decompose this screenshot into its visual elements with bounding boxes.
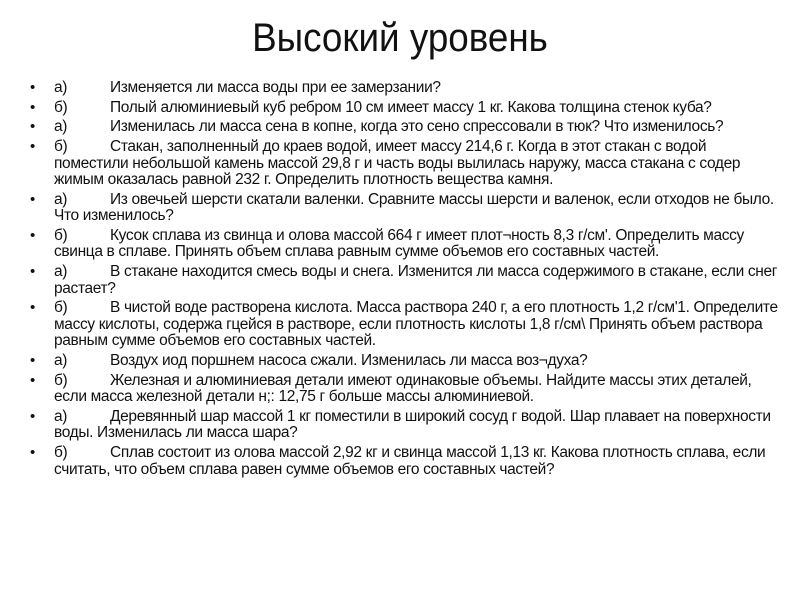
- list-item: [30, 228, 780, 261]
- item-tag: а): [54, 263, 68, 281]
- bullet-icon: •: [30, 352, 35, 369]
- list-item: [30, 139, 780, 189]
- item-tag: б): [54, 299, 68, 317]
- item-tag: а): [54, 118, 68, 136]
- task-list: [30, 80, 780, 481]
- list-item: [30, 192, 780, 225]
- item-tag: а): [54, 407, 68, 425]
- item-text: В чистой воде растворена кислота. Масса раствора 240 г, а его плотность 1,2 г/см'1. Определите массу кислоты, содержа гцейся в растворе, если плотность кислоты 1,8 г/см\ Принять объем раствора равным сумме объемов его составных частей.: [54, 299, 778, 350]
- bullet-icon: •: [30, 118, 35, 136]
- item-text: Воздух иод поршнем насоса сжали. Изменилась ли масса воз¬духа?: [110, 352, 588, 369]
- item-text: Кусок сплава из свинца и олова массой 664 г имеет плот¬ность 8,3 г/см'. Определить массу свинца в сплаве. Принять объем сплава равным сумме объемов его составных частей.: [54, 226, 744, 261]
- bullet-icon: •: [30, 138, 35, 156]
- bullet-icon: •: [30, 98, 35, 116]
- bullet-icon: •: [30, 371, 35, 389]
- item-text: В стакане находится смесь воды и снега. Изменится ли масса содержимого в стакане, если снег растает?: [54, 263, 778, 297]
- item-tag: а): [54, 352, 68, 369]
- list-item: [30, 100, 780, 117]
- item-tag: а): [54, 190, 68, 208]
- bullet-icon: •: [30, 79, 35, 96]
- item-tag: б): [54, 138, 68, 156]
- list-item: [30, 445, 780, 478]
- list-item: [30, 373, 780, 406]
- list-item: [30, 300, 780, 350]
- item-text: Железная и алюминиевая детали имеют одинаковые объемы. Найдите массы этих деталей, если масса железной детали н;: 12,75 г больше массы алюминиевой.: [54, 371, 752, 406]
- item-text: Из овечьей шерсти скатали валенки. Сравните массы шерсти и валенок, если отходов не было. Что изменилось?: [54, 190, 774, 225]
- item-text: Изменилась ли масса сена в копне, когда это сено спрессовали в тюк? Что изменилось?: [110, 118, 724, 136]
- bullet-icon: •: [30, 407, 35, 425]
- bullet-icon: •: [30, 226, 35, 244]
- item-text: Полый алюминиевый куб ребром 10 см имеет массу 1 кг. Какова толщина стенок куба?: [110, 98, 712, 116]
- item-text: Стакан, заполненный до краев водой, имеет массу 214,6 г. Когда в этот стакан с водой поместили небольшой камень массой 29,8 г и часть воды вылилась наружу, масса стакана с содер жимым оказалась равной 232 г. Определить плотность вещества камня.: [54, 138, 741, 189]
- list-item: [30, 80, 780, 97]
- item-text: Изменяется ли масса воды при ее замерзании?: [110, 79, 441, 96]
- item-tag: б): [54, 371, 68, 389]
- item-tag: б): [54, 98, 68, 116]
- bullet-icon: •: [30, 444, 35, 462]
- bullet-icon: •: [30, 190, 35, 208]
- list-item: [30, 353, 780, 370]
- item-tag: б): [54, 226, 68, 244]
- item-tag: а): [54, 79, 68, 96]
- item-tag: б): [54, 444, 68, 462]
- slide-title: Высокий уровень: [252, 16, 548, 60]
- bullet-icon: •: [30, 263, 35, 281]
- item-text: Деревянный шар массой 1 кг поместили в широкий сосуд г водой. Шар плавает на поверхности воды. Изменилась ли масса шара?: [54, 407, 771, 442]
- list-item: [30, 119, 780, 136]
- list-item: [30, 264, 780, 297]
- bullet-icon: •: [30, 299, 35, 317]
- item-text: Сплав состоит из олова массой 2,92 кг и свинца массой 1,13 кг. Какова плотность сплава, если считать, что объем сплава равен сумме объемов его составных частей?: [54, 444, 766, 478]
- list-item: [30, 409, 780, 442]
